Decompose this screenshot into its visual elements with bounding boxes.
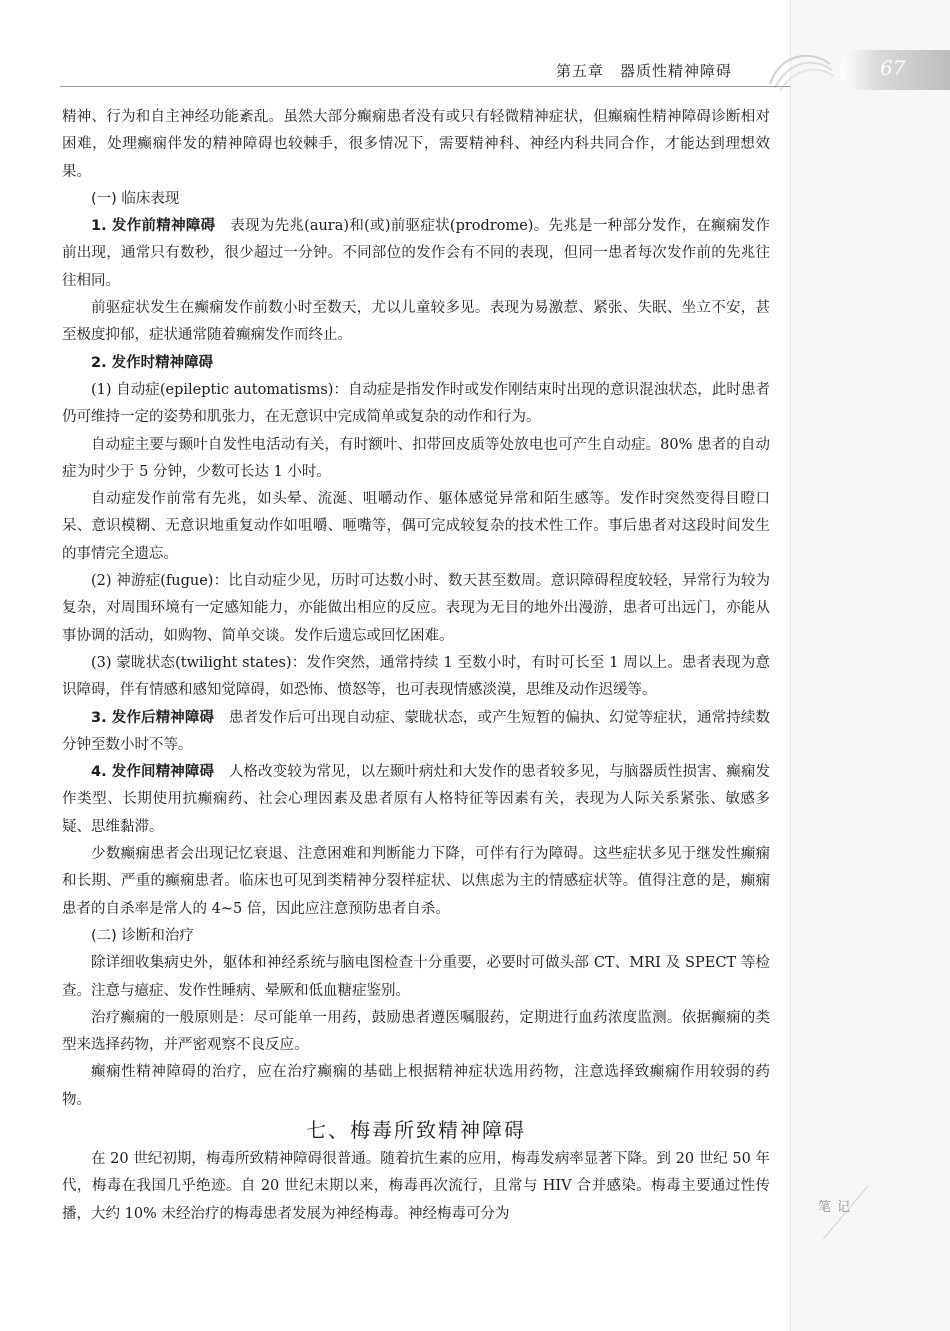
section-title: 七、梅毒所致精神障碍 [306,1117,526,1142]
item-heading: 2. 发作时精神障碍 [91,354,214,371]
subheading-clinical: (一) 临床表现 [91,190,180,207]
item-text: 患者发作后可出现自动症、蒙眬状态，或产生短暂的偏执、幻觉等症状，通常持续数分钟至数小时不等。 [62,709,770,753]
subheading-diagnosis: (二) 诊断和治疗 [91,927,194,944]
paragraph: 精神、行为和自主神经功能紊乱。虽然大部分癫痫患者没有或只有轻微精神症状，但癫痫性精神障碍诊断相对困难，处理癫痫伴发的精神障碍也较棘手，很多情况下，需要精神科、神经内科共同合作，才能达到理想效果。 [62,109,770,180]
margin-column [790,0,950,1331]
header-rule [60,86,790,87]
item-text: 表现为先兆(aura)和(或)前驱症状(prodrome)。先兆是一种部分发作，在癫痫发作前出现，通常只有数秒，很少超过一分钟。不同部位的发作会有不同的表现，但同一患者每次发作前的先兆往往相同。 [62,218,771,289]
item-heading: 1. 发作前精神障碍 [91,218,216,235]
item-heading: 4. 发作间精神障碍 [91,764,215,781]
body-text [62,104,770,1228]
paragraph [62,759,770,841]
paragraph: 除详细收集病史外，躯体和神经系统与脑电图检查十分重要，必要时可做头部 CT、MRI 及 SPECT 等检查。注意与癔症、发作性睡病、晕厥和低血糖症鉴别。 [62,955,770,999]
paragraph: 前驱症状发生在癫痫发作前数小时至数天，尤以儿童较多见。表现为易激惹、紧张、失眠、坐立不安，甚至极度抑郁，症状通常随着癫痫发作而终止。 [62,300,770,344]
paragraph: 治疗癫痫的一般原则是：尽可能单一用药，鼓励患者遵医嘱服药，定期进行血药浓度监测。依据癫痫的类型来选择药物，并严密观察不良反应。 [62,1009,770,1054]
paragraph: 在 20 世纪初期，梅毒所致精神障碍很普通。随着抗生素的应用，梅毒发病率显著下降。到 20 世纪 50 年代，梅毒在我国几乎绝迹。自 20 世纪末期以来，梅毒再次流行，且常与 HIV 合并感染。梅毒主要通过性传播，大约 10% 未经治疗的梅毒患者发展为神经梅毒。神经梅毒可分为 [62,1150,770,1222]
page-number: 67 [880,56,906,80]
paragraph: (3) 蒙眬状态(twilight states)：发作突然，通常持续 1 至数小时，有时可长至 1 周以上。患者表现为意识障碍，伴有情感和感知觉障碍，如恐怖、愤怒等，也可表现情感淡漠，思维及动作迟缓等。 [62,654,770,699]
item-heading: 3. 发作后精神障碍 [91,709,215,726]
paragraph: 自动症主要与颞叶自发性电活动有关，有时额叶、扣带回皮质等处放电也可产生自动症。80% 患者的自动症为时少于 5 分钟，少数可长达 1 小时。 [62,436,770,480]
paragraph: 癫痫性精神障碍的治疗，应在治疗癫痫的基础上根据精神症状选用药物，注意选择致癫痫作用较弱的药物。 [62,1064,770,1108]
paragraph [62,705,770,760]
running-head: 第五章 器质性精神障碍 [555,62,732,80]
paragraph: 少数癫痫患者会出现记忆衰退、注意困难和判断能力下降，可伴有行为障碍。这些症状多见于继发性癫痫和长期、严重的癫痫患者。临床也可见到类精神分裂样症状、以焦虑为主的情感症状等。值得注意的是，癫痫患者的自杀率是常人的 4~5 倍，因此应注意预防患者自杀。 [62,846,770,917]
paragraph: (2) 神游症(fugue)：比自动症少见，历时可达数小时、数天甚至数周。意识障碍程度较轻，异常行为较为复杂，对周围环境有一定感知能力，亦能做出相应的反应。表现为无目的地外出漫游，患者可出远门，亦能从事协调的活动，如购物、简单交谈。发作后遗忘或回忆困难。 [62,573,770,644]
paragraph [62,213,770,295]
paragraph: (1) 自动症(epileptic automatisms)：自动症是指发作时或发作刚结束时出现的意识混浊状态，此时患者仍可维持一定的姿势和肌张力，在无意识中完成简单或复杂的动作和行为。 [62,381,770,426]
paragraph: 自动症发作前常有先兆，如头晕、流涎、咀嚼动作、躯体感觉异常和陌生感等。发作时突然变得目瞪口呆、意识模糊、无意识地重复动作如咀嚼、咂嘴等，偶可完成较复杂的技术性工作。事后患者对这段时间发生的事情完全遗忘。 [62,491,770,562]
item-text: 人格改变较为常见，以左颞叶病灶和大发作的患者较多见，与脑器质性损害、癫痫发作类型、长期使用抗癫痫药、社会心理因素及患者原有人格特征等因素有关，表现为人际关系紧张、敏感多疑、思维黏滞。 [62,764,770,835]
notes-label: 笔记 [818,1200,857,1215]
